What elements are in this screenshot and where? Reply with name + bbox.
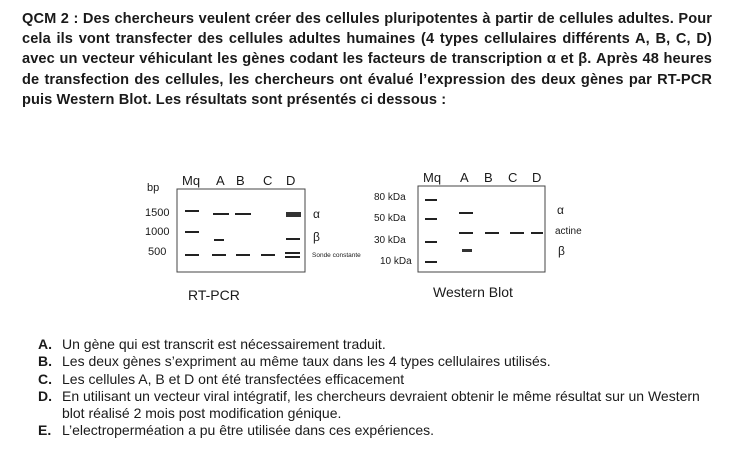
western-blot (374, 170, 582, 300)
rtpcr-band (214, 239, 224, 241)
wb-band (531, 232, 543, 234)
wb-band (425, 199, 437, 201)
wb-title: Western Blot (433, 284, 513, 300)
answer-text: Les cellules A, B et D ont été transfectées efficacement (62, 370, 405, 387)
answer-item-a[interactable] (38, 336, 718, 353)
answer-item-b[interactable] (38, 353, 718, 370)
rtpcr-lane-d: D (286, 173, 296, 188)
wb-lane-b: B (484, 170, 493, 185)
wb-band (425, 218, 437, 220)
question-block (22, 9, 712, 110)
answer-text: Les deux gènes s’expriment au même taux dans les 4 types cellulaires utilisés. (62, 353, 551, 370)
answer-text: Un gène qui est transcrit est nécessairement traduit. (62, 336, 386, 352)
answer-letter: B. (38, 353, 52, 370)
answer-letter: D. (38, 387, 52, 404)
rtpcr-band (185, 210, 199, 212)
rtpcr-lane-mq: Mq (182, 173, 201, 188)
wb-band (425, 261, 437, 263)
wb-label-alpha: α (557, 203, 564, 217)
wb-band (459, 232, 473, 234)
rtpcr-band (261, 254, 275, 256)
question-text: Des chercheurs veulent créer des cellules pluripotentes à partir de cellules adultes. Pour cela ils vont transfecter des cellules adultes humaines (4 types cellulaires différents A, B, C, D) avec un vecteur véhiculant les gènes codant les facteurs de transcription α et β. Après 48 heures de transfection des cellules, les chercheurs ont évalué l’expression des deux gènes par RT-PCR puis Western Blot. Les résultats sont présentés ci dessous : (22, 11, 712, 108)
wb-band (462, 249, 472, 252)
answer-list (38, 336, 718, 440)
rtpcr-band (235, 213, 251, 215)
answer-item-c[interactable] (38, 371, 718, 388)
gel-figures (0, 160, 735, 310)
wb-label-beta: β (558, 244, 565, 258)
answer-letter: E. (38, 422, 52, 439)
rtpcr-band (285, 256, 300, 258)
rtpcr-band (286, 212, 301, 217)
wb-band (459, 212, 473, 214)
wb-band (510, 232, 524, 234)
rtpcr-label-beta: β (313, 230, 320, 244)
rtpcr-lane-c: C (263, 173, 273, 188)
rtpcr-band (236, 254, 250, 256)
rtpcr-band (212, 254, 226, 256)
wb-band (485, 232, 499, 234)
rtpcr-band (185, 231, 199, 233)
rtpcr-lane-b: B (236, 173, 245, 188)
wb-ladder-50: 50 kDa (374, 213, 406, 224)
rtpcr-band (285, 252, 300, 254)
rtpcr-gel-frame (177, 189, 305, 272)
answer-text: L’electroperméation a pu être utilisée dans ces expériences. (62, 422, 434, 439)
rtpcr-label-constant-probe: Sonde constante (312, 252, 361, 259)
wb-label-actine: actine (555, 226, 582, 237)
rtpcr-unit-label: bp (147, 182, 160, 194)
answer-item-e[interactable] (38, 422, 718, 439)
wb-ladder-10: 10 kDa (380, 256, 412, 267)
wb-lane-d: D (532, 170, 542, 185)
answer-text: En utilisant un vecteur viral intégratif, les chercheurs devraient obtenir le même résultat sur un Western blot réalisé 2 mois post modification génique. (62, 387, 700, 422)
rtpcr-band (213, 213, 229, 215)
wb-ladder-80: 80 kDa (374, 192, 406, 203)
wb-ladder-30: 30 kDa (374, 235, 406, 246)
rtpcr-band (286, 238, 300, 240)
rtpcr-title: RT-PCR (188, 287, 240, 303)
wb-band (425, 241, 437, 243)
rtpcr-ladder-500: 500 (148, 246, 167, 258)
wb-lane-a: A (460, 170, 469, 185)
wb-lane-mq: Mq (423, 170, 442, 185)
wb-frame (418, 186, 545, 272)
rtpcr-band (185, 254, 199, 256)
answer-letter: A. (38, 336, 52, 352)
question-id: QCM 2 : (22, 11, 79, 27)
wb-lane-c: C (508, 170, 518, 185)
rtpcr-label-alpha: α (313, 207, 320, 221)
answer-letter: C. (38, 370, 52, 387)
rtpcr-lane-a: A (216, 173, 225, 188)
rtpcr-ladder-1000: 1000 (145, 226, 170, 238)
answer-item-d[interactable] (38, 388, 718, 423)
rtpcr-gel (145, 173, 361, 303)
rtpcr-ladder-1500: 1500 (145, 207, 170, 219)
